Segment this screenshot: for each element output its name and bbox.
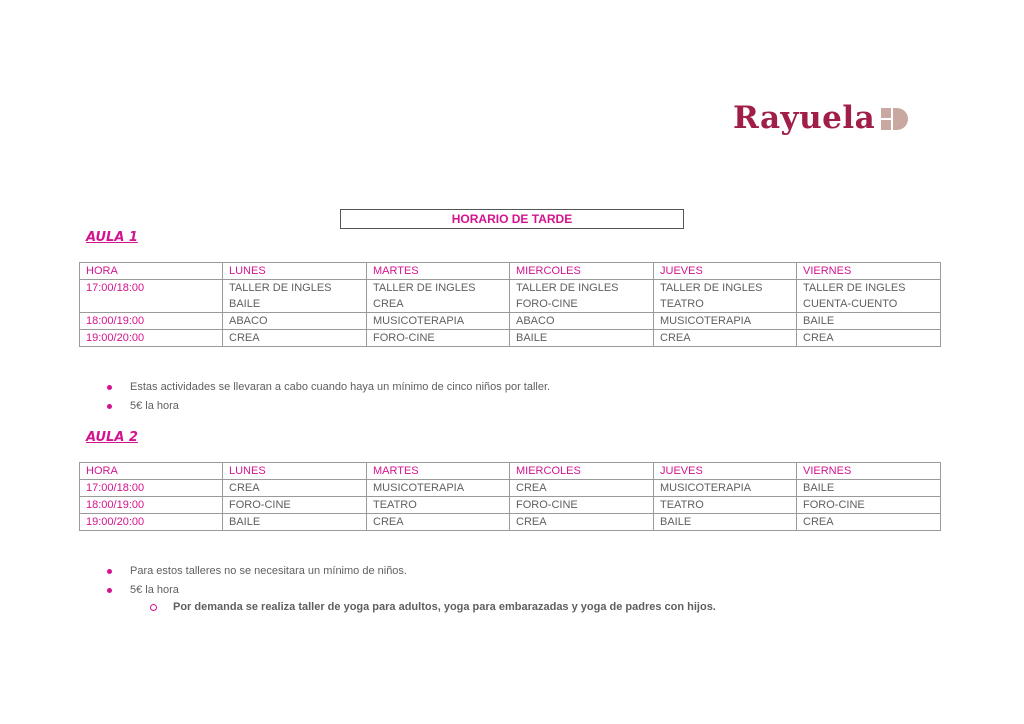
header-cell: LUNES: [223, 263, 367, 280]
header-cell: VIERNES: [797, 463, 941, 480]
cell-line: BAILE: [229, 298, 261, 310]
cell-line: CREA: [373, 298, 404, 310]
aula-1-schedule-table: [79, 262, 941, 347]
note-text: 5€ la hora: [130, 584, 179, 596]
hour-cell: 18:00/19:00: [80, 313, 223, 330]
table-cell: FORO-CINE: [510, 497, 654, 514]
cell-line: FORO-CINE: [516, 298, 578, 310]
cell-line: TALLER DE INGLES: [229, 282, 332, 294]
table-cell: [797, 280, 941, 313]
table-cell: BAILE: [797, 313, 941, 330]
table-header-row: [80, 263, 941, 280]
hour-cell: 17:00/18:00: [80, 280, 223, 313]
bullet-icon: [107, 569, 112, 574]
table-cell: CREA: [654, 330, 797, 347]
page-title: HORARIO DE TARDE: [340, 209, 684, 229]
note-text: 5€ la hora: [130, 400, 179, 412]
yoga-subnote: [150, 601, 716, 613]
bullet-icon: [107, 404, 112, 409]
header-cell: MARTES: [367, 463, 510, 480]
table-cell: [510, 280, 654, 313]
header-cell: LUNES: [223, 463, 367, 480]
aula-1-heading: AULA 1: [86, 230, 138, 245]
table-cell: MUSICOTERAPIA: [654, 480, 797, 497]
table-cell: MUSICOTERAPIA: [654, 313, 797, 330]
table-cell: MUSICOTERAPIA: [367, 313, 510, 330]
table-cell: CREA: [510, 514, 654, 531]
table-row: [80, 480, 941, 497]
cell-line: TALLER DE INGLES: [516, 282, 619, 294]
bullet-icon: [107, 588, 112, 593]
note-text: Estas actividades se llevaran a cabo cuando haya un mínimo de cinco niños por taller.: [130, 381, 551, 393]
rayuela-logo: [733, 100, 909, 136]
aula-2-notes: [107, 562, 407, 600]
hour-cell: 19:00/20:00: [80, 514, 223, 531]
list-item: [107, 581, 407, 600]
list-item: [107, 397, 550, 416]
aula-2-schedule-table: [79, 462, 941, 531]
table-cell: TEATRO: [654, 497, 797, 514]
table-row: [80, 514, 941, 531]
aula-1-notes: [107, 378, 550, 416]
aula-2-heading: AULA 2: [86, 430, 138, 445]
table-cell: FORO-CINE: [797, 497, 941, 514]
table-header-row: [80, 463, 941, 480]
cell-line: TALLER DE INGLES: [660, 282, 763, 294]
table-cell: CREA: [510, 480, 654, 497]
table-cell: BAILE: [797, 480, 941, 497]
header-cell: MIERCOLES: [510, 463, 654, 480]
table-row: [80, 313, 941, 330]
table-cell: [223, 280, 367, 313]
hour-cell: 17:00/18:00: [80, 480, 223, 497]
cell-line: CUENTA-CUENTO: [803, 298, 898, 310]
table-cell: MUSICOTERAPIA: [367, 480, 510, 497]
table-cell: TEATRO: [367, 497, 510, 514]
table-cell: ABACO: [510, 313, 654, 330]
logo-text: Rayuela: [733, 100, 876, 136]
list-item: [107, 562, 407, 581]
table-cell: CREA: [223, 480, 367, 497]
bullet-icon: [107, 385, 112, 390]
table-row: [80, 280, 941, 313]
logo-mark-icon: [881, 107, 909, 131]
table-cell: CREA: [797, 514, 941, 531]
hour-cell: 19:00/20:00: [80, 330, 223, 347]
table-cell: BAILE: [510, 330, 654, 347]
table-cell: [367, 280, 510, 313]
header-cell: JUEVES: [654, 463, 797, 480]
hour-cell: 18:00/19:00: [80, 497, 223, 514]
table-cell: CREA: [367, 514, 510, 531]
cell-line: TALLER DE INGLES: [803, 282, 906, 294]
header-cell: JUEVES: [654, 263, 797, 280]
header-cell: HORA: [80, 263, 223, 280]
subnote-text: Por demanda se realiza taller de yoga para adultos, yoga para embarazadas y yoga de padres con hijos.: [173, 601, 716, 613]
header-cell: VIERNES: [797, 263, 941, 280]
cell-line: TEATRO: [660, 298, 704, 310]
table-row: [80, 330, 941, 347]
table-cell: BAILE: [654, 514, 797, 531]
note-text: Para estos talleres no se necesitara un mínimo de niños.: [130, 565, 407, 577]
table-cell: BAILE: [223, 514, 367, 531]
circle-bullet-icon: [150, 604, 157, 611]
table-cell: FORO-CINE: [367, 330, 510, 347]
table-row: [80, 497, 941, 514]
list-item: [107, 378, 550, 397]
header-cell: MIERCOLES: [510, 263, 654, 280]
header-cell: HORA: [80, 463, 223, 480]
table-cell: CREA: [797, 330, 941, 347]
header-cell: MARTES: [367, 263, 510, 280]
table-cell: CREA: [223, 330, 367, 347]
table-cell: ABACO: [223, 313, 367, 330]
table-cell: FORO-CINE: [223, 497, 367, 514]
cell-line: TALLER DE INGLES: [373, 282, 476, 294]
table-cell: [654, 280, 797, 313]
